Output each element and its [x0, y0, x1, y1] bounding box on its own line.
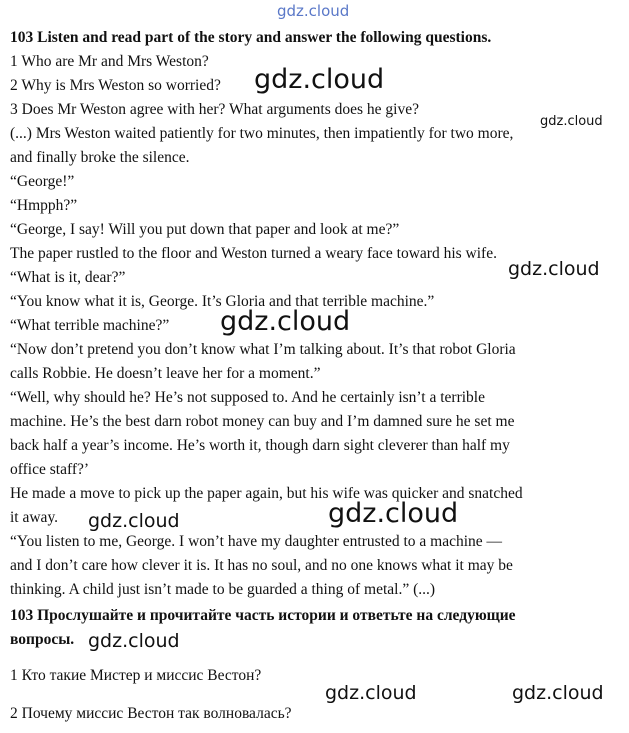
- story-line: “You listen to me, George. I won’t have my daughter entrusted to a machine —: [10, 533, 503, 550]
- story-line: “Hmpph?”: [10, 197, 78, 214]
- story-line: and finally broke the silence.: [10, 149, 190, 166]
- story-line: The paper rustled to the floor and Weston turned a weary face toward his wife.: [10, 245, 497, 262]
- exercise-heading: 103 Listen and read part of the story and answer the following questions.: [10, 29, 492, 46]
- story-line: back half a year’s income. He’s worth it, though darn sight cleverer than half my: [10, 437, 510, 454]
- watermark: gdz.cloud: [220, 306, 351, 337]
- story-line: thinking. A child just isn’t made to be guarded a thing of metal.” (...): [10, 581, 436, 598]
- watermark: gdz.cloud: [254, 64, 385, 95]
- watermark: gdz.cloud: [325, 682, 417, 704]
- watermark: gdz.cloud: [512, 682, 604, 704]
- question-2-ru: 2 Почему миссис Вестон так волновалась?: [10, 705, 292, 722]
- story-line: He made a move to pick up the paper again, but his wife was quicker and snatched: [10, 485, 523, 502]
- story-line: “Now don’t pretend you don’t know what I’m talking about. It’s that robot Gloria: [10, 341, 516, 358]
- exercise-heading-ru: 103 Прослушайте и прочитайте часть истории и ответьте на следующие: [10, 607, 516, 624]
- story-line: “What is it, dear?”: [10, 269, 126, 286]
- story-line: office staff?’: [10, 461, 90, 478]
- story-line: “George, I say! Will you put down that paper and look at me?”: [10, 221, 400, 238]
- story-line: “Well, why should he? He’s not supposed to. And he certainly isn’t a terrible: [10, 389, 485, 406]
- watermark-top: gdz.cloud: [277, 2, 350, 20]
- question-1-ru: 1 Кто такие Мистер и миссис Вестон?: [10, 667, 262, 684]
- question-3: 3 Does Mr Weston agree with her? What arguments does he give?: [10, 101, 419, 118]
- question-2: 2 Why is Mrs Weston so worried?: [10, 77, 221, 94]
- story-line: it away.: [10, 509, 59, 526]
- watermark: gdz.cloud: [88, 510, 180, 532]
- question-1: 1 Who are Mr and Mrs Weston?: [10, 53, 209, 70]
- story-line: “You know what it is, George. It’s Gloria and that terrible machine.”: [10, 293, 435, 310]
- watermark: gdz.cloud: [508, 258, 600, 280]
- story-line: “George!”: [10, 173, 75, 190]
- story-line: calls Robbie. He doesn’t leave her for a moment.”: [10, 365, 321, 382]
- watermark: gdz.cloud: [328, 498, 459, 529]
- story-line: machine. He’s the best darn robot money can buy and I’m damned sure he set me: [10, 413, 515, 430]
- exercise-heading-ru-cont: вопросы.: [10, 631, 75, 648]
- story-line: and I don’t care how clever it is. It has no soul, and no one knows what it may be: [10, 557, 513, 574]
- story-line: (...) Mrs Weston waited patiently for two minutes, then impatiently for two more,: [10, 125, 514, 142]
- story-line: “What terrible machine?”: [10, 317, 170, 334]
- watermark: gdz.cloud: [88, 630, 180, 652]
- watermark: gdz.cloud: [540, 114, 603, 129]
